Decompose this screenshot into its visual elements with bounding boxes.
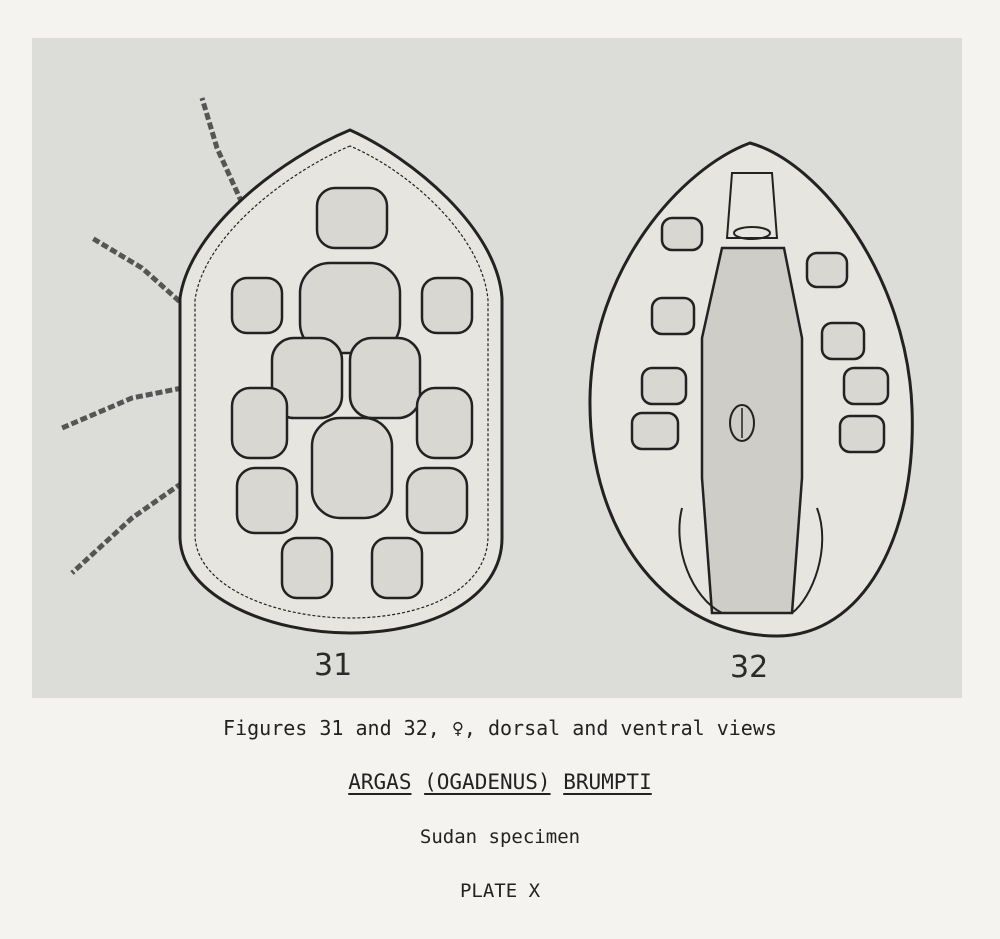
plate-illustration: [32, 38, 962, 698]
genus-name: ARGAS: [348, 770, 412, 794]
figure-31-dorsal-drawing: [62, 98, 502, 633]
plate-number: PLATE X: [459, 880, 541, 902]
figure-31-number: 31: [314, 648, 353, 683]
figure-caption: Figures 31 and 32, ♀, dorsal and ventral views: [223, 716, 777, 740]
tick-drawings: [32, 38, 962, 698]
specimen-note: Sudan specimen: [419, 826, 581, 848]
subgenus-name: (OGADENUS): [424, 770, 551, 794]
figure-32-number: 32: [730, 650, 769, 685]
species-name: [0, 770, 1000, 794]
figure-32-ventral-drawing: [590, 143, 912, 636]
species-epithet: BRUMPTI: [563, 770, 652, 794]
